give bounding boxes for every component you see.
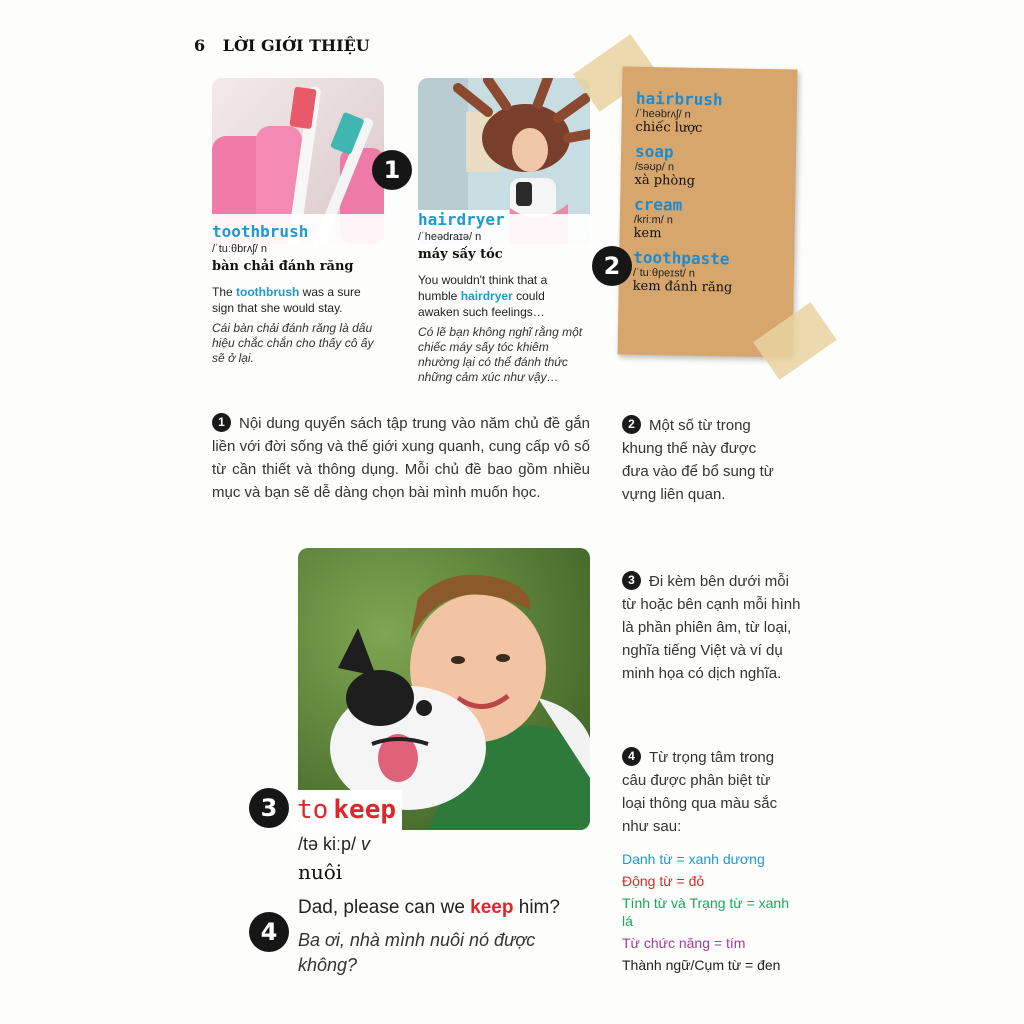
note-item bbox=[633, 248, 795, 297]
hairdryer-pron: /ˈheədraɪə/ n bbox=[418, 231, 482, 243]
ex-text: could awaken such feelings… bbox=[418, 289, 545, 319]
note-item bbox=[635, 89, 797, 138]
page-title: LỜI GIỚI THIỆU bbox=[222, 36, 370, 55]
hairdryer-word: hairdryer bbox=[418, 210, 509, 229]
badge-2: 2 bbox=[592, 246, 632, 286]
para2-text: Một số từ trong khung thế này được đưa vào để bổ sung từ vựng liên quan. bbox=[622, 417, 774, 503]
keep-viet: nuôi bbox=[298, 860, 343, 884]
para4-text: Từ trọng tâm trong câu được phân biệt từ loại thông qua màu sắc như sau: bbox=[622, 749, 778, 835]
note-word: soap bbox=[634, 141, 674, 162]
page-header bbox=[194, 36, 370, 55]
ex-highlight: hairdryer bbox=[460, 289, 513, 303]
badge-small-3: 3 bbox=[622, 571, 641, 590]
ex-text: You wouldn't think that a humble bbox=[418, 273, 548, 303]
note-list bbox=[619, 66, 798, 296]
hairdryer-viet: máy sấy tóc bbox=[418, 247, 503, 262]
note-item bbox=[634, 142, 796, 191]
ex-text: was a sure sign that she would stay. bbox=[212, 285, 361, 315]
color-legend bbox=[622, 850, 802, 978]
toothbrush-word: toothbrush bbox=[212, 222, 309, 241]
note-pron: /ˈheəbrʌʃ/ n bbox=[635, 107, 691, 121]
vocab-note bbox=[618, 66, 798, 357]
boy-dog-photo bbox=[298, 548, 590, 830]
legend-idiom: Thành ngữ/Cụm từ = đen bbox=[622, 957, 781, 973]
note-pron: /səʊp/ n bbox=[634, 160, 675, 174]
para3-text: Đi kèm bên dưới mỗi từ hoặc bên cạnh mỗi hình là phần phiên âm, từ loại, nghĩa tiếng Việt và ví dụ minh họa có dịch nghĩa. bbox=[622, 573, 801, 682]
ex-text: him? bbox=[513, 897, 560, 918]
toothbrush-photo bbox=[212, 78, 384, 244]
badge-3: 3 bbox=[249, 788, 289, 828]
page-number: 6 bbox=[194, 36, 206, 55]
note-viet: xà phòng bbox=[634, 172, 696, 189]
note-viet: chiếc lược bbox=[635, 119, 703, 136]
keep-headword bbox=[293, 790, 402, 830]
legend-noun: Danh từ = xanh dương bbox=[622, 851, 765, 867]
hairdryer-example-vi: Có lẽ bạn không nghĩ rằng một chiếc máy sấy tóc khiêm nhường lại có thể đánh thức những cảm xúc như vậy… bbox=[418, 325, 583, 384]
keep-word: keep bbox=[333, 795, 397, 825]
para1-text: Nội dung quyển sách tập trung vào năm chủ đề gắn liền với đời sống và thế giới xung quanh, cung cấp vô số từ cần thiết và thông dụng. Mỗi chủ đề bao gồm nhiều mục và bạn sẽ dễ dàng chọn bài mình muốn học. bbox=[212, 415, 590, 501]
note-pron: /kriːm/ n bbox=[633, 213, 674, 227]
legend-func: Từ chức năng = tím bbox=[622, 935, 746, 951]
toothbrush-example bbox=[212, 284, 377, 316]
toothbrush-viet: bàn chải đánh răng bbox=[212, 259, 354, 274]
note-word: cream bbox=[633, 194, 683, 215]
ex-highlight: toothbrush bbox=[236, 285, 300, 299]
keep-pron: /tə kiːp/ bbox=[298, 834, 357, 854]
hairdryer-entry bbox=[418, 210, 598, 385]
badge-small-1: 1 bbox=[212, 413, 231, 432]
intro-paragraph-3 bbox=[622, 570, 807, 685]
ex-highlight: keep bbox=[470, 897, 514, 918]
legend-verb: Động từ = đỏ bbox=[622, 873, 705, 889]
keep-pron-line bbox=[298, 834, 370, 855]
intro-paragraph-1 bbox=[212, 412, 590, 504]
ex-text: The bbox=[212, 285, 237, 299]
boy-dog-illustration bbox=[298, 548, 590, 830]
intro-paragraph-4 bbox=[622, 746, 797, 838]
keep-pos: v bbox=[361, 834, 371, 854]
keep-to: to bbox=[297, 795, 329, 825]
note-viet: kem đánh răng bbox=[632, 278, 733, 296]
toothbrush-pron: /ˈtuːθbrʌʃ/ n bbox=[212, 243, 268, 255]
keep-example bbox=[298, 897, 560, 919]
note-pron: /ˈtuːθpeɪst/ n bbox=[632, 266, 696, 280]
toothbrush-entry bbox=[212, 222, 392, 366]
hairdryer-example bbox=[418, 272, 568, 320]
intro-paragraph-2 bbox=[622, 414, 782, 506]
badge-1: 1 bbox=[372, 150, 412, 190]
note-word: hairbrush bbox=[635, 88, 723, 110]
ex-text: Dad, please can we bbox=[298, 897, 471, 918]
badge-small-2: 2 bbox=[622, 415, 641, 434]
toothbrush-example-vi: Cái bàn chải đánh răng là dấu hiệu chắc chắn cho thấy cô ấy sẽ ở lại. bbox=[212, 321, 374, 365]
badge-small-4: 4 bbox=[622, 747, 641, 766]
note-word: toothpaste bbox=[633, 247, 730, 269]
keep-example-vi: Ba ơi, nhà mình nuôi nó được không? bbox=[298, 930, 536, 975]
note-viet: kem bbox=[633, 225, 662, 242]
badge-4: 4 bbox=[249, 912, 289, 952]
note-item bbox=[633, 195, 795, 244]
legend-adj: Tính từ và Trạng từ = xanh lá bbox=[622, 895, 789, 929]
